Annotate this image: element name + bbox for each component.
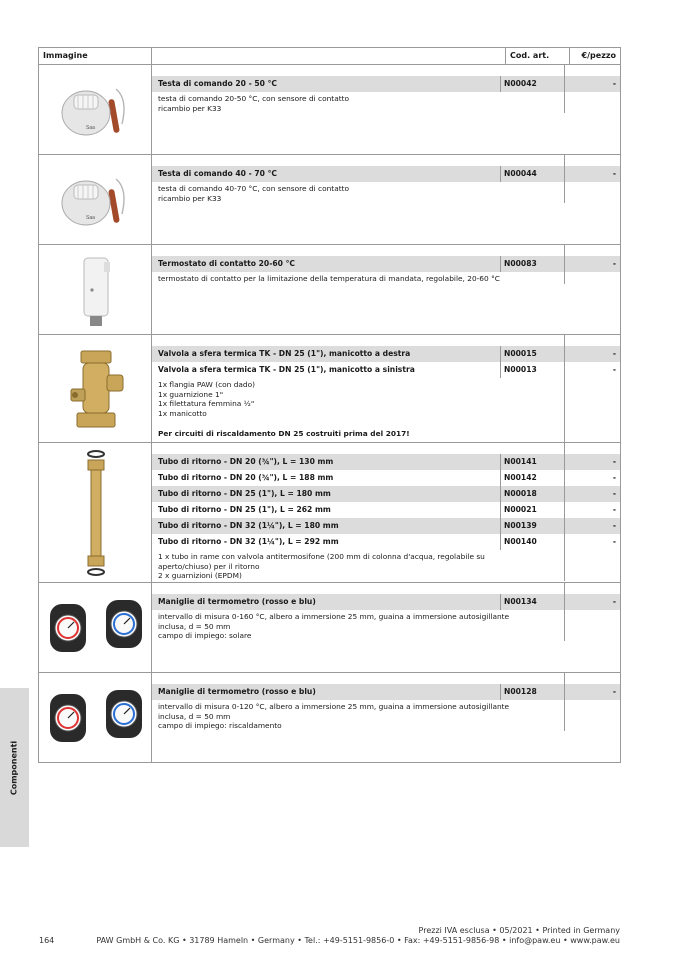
product-description <box>152 700 564 731</box>
product-price: - <box>564 684 620 700</box>
product-price: - <box>564 470 620 486</box>
product-title-row <box>152 362 620 378</box>
product-title-row <box>152 346 620 362</box>
description-line: inclusa, d = 50 mm <box>158 621 231 631</box>
product-content-cell <box>152 673 621 763</box>
product-title: Maniglie di termometro (rosso e blu) <box>158 597 316 607</box>
product-image-cell <box>39 65 152 155</box>
thermometer-handles-icon <box>39 673 152 762</box>
description-line: 1x flangia PAW (con dado) <box>158 380 256 389</box>
product-title: Tubo di ritorno - DN 32 (1¼"), L = 292 mm <box>158 537 339 547</box>
product-code: N00134 <box>500 594 564 610</box>
product-content-cell <box>152 583 621 673</box>
table-row <box>39 443 621 583</box>
thermometer-handles-icon <box>39 583 152 672</box>
return-pipe-icon <box>39 443 152 582</box>
description-line: 2 x guarnizioni (EPDM) <box>158 571 242 581</box>
product-code: N00142 <box>500 470 564 486</box>
description-line: termostato di contatto per la limitazione della temperatura di mandata, regolabile, 20-60 °C <box>158 274 500 283</box>
description-line: testa di comando 40-70 °C, con sensore di contatto <box>158 184 350 193</box>
product-price: - <box>564 518 620 534</box>
product-image-cell <box>39 443 152 583</box>
table-row <box>39 583 621 673</box>
svg-text:Saa: Saa <box>85 124 95 131</box>
product-price: - <box>564 594 620 610</box>
product-price: - <box>564 486 620 502</box>
product-description <box>152 272 564 284</box>
description-line: 1x guarnizione 1" <box>158 389 224 399</box>
product-title-row <box>152 470 620 486</box>
product-price: - <box>564 362 620 378</box>
description-line: 1x manicotto <box>158 408 207 418</box>
table-row <box>39 673 621 763</box>
description-line: intervallo di misura 0-160 °C, albero a immersione 25 mm, guaina a immersione autosigillante <box>158 612 510 622</box>
product-price: - <box>564 76 620 92</box>
description-line: campo di impiego: solare <box>158 631 252 641</box>
product-title-row <box>152 166 620 182</box>
product-title: Termostato di contatto 20-60 °C <box>158 259 295 269</box>
product-content-cell <box>152 65 621 155</box>
description-line: ricambio per K33 <box>158 193 222 203</box>
product-title: Valvola a sfera termica TK - DN 25 (1"), manicotto a sinistra <box>158 365 415 375</box>
product-description <box>152 92 564 113</box>
contact-thermostat-icon <box>39 245 152 334</box>
table-row <box>39 335 621 443</box>
description-line: 1 x tubo in rame con valvola antitermosifone (200 mm di colonna d'acqua, regolabile su <box>158 552 485 562</box>
product-title-row <box>152 534 620 550</box>
product-price: - <box>564 256 620 272</box>
description-line: testa di comando 20-50 °C, con sensore di contatto <box>158 94 350 103</box>
product-image-cell <box>39 245 152 335</box>
product-price: - <box>564 534 620 550</box>
product-code: N00018 <box>500 486 564 502</box>
product-code: N00015 <box>500 346 564 362</box>
product-description <box>152 182 564 203</box>
product-image-cell <box>39 335 152 443</box>
side-tab <box>0 688 29 847</box>
product-code: N00139 <box>500 518 564 534</box>
product-code: N00140 <box>500 534 564 550</box>
product-title: Testa di comando 40 - 70 °C <box>158 169 277 179</box>
product-title-row <box>152 518 620 534</box>
header-price: €/pezzo <box>570 48 621 65</box>
product-title: Tubo di ritorno - DN 25 (1"), L = 262 mm <box>158 505 331 515</box>
ball-valve-icon <box>39 335 152 442</box>
product-code: N00083 <box>500 256 564 272</box>
product-code: N00044 <box>500 166 564 182</box>
price-table <box>38 47 621 763</box>
product-code: N00042 <box>500 76 564 92</box>
side-tab-label: Componenti <box>9 740 19 796</box>
product-image-cell <box>39 155 152 245</box>
product-image-cell <box>39 673 152 763</box>
product-content-cell <box>152 443 621 583</box>
product-description <box>152 378 564 419</box>
product-price: - <box>564 502 620 518</box>
description-line: inclusa, d = 50 mm <box>158 711 231 721</box>
product-title-row <box>152 256 620 272</box>
product-price: - <box>564 454 620 470</box>
product-content-cell <box>152 245 621 335</box>
description-line: 1x filettatura femmina ½" <box>158 399 255 409</box>
svg-text:Saa: Saa <box>85 214 95 221</box>
page-number: 164 <box>39 936 55 945</box>
product-title-row <box>152 502 620 518</box>
product-title: Tubo di ritorno - DN 32 (1¼"), L = 180 mm <box>158 521 339 531</box>
header-image: Immagine <box>39 48 152 65</box>
product-note: Per circuiti di riscaldamento DN 25 costruiti prima del 2017! <box>158 428 410 438</box>
product-title-row <box>152 486 620 502</box>
product-code: N00013 <box>500 362 564 378</box>
product-title: Tubo di ritorno - DN 25 (1"), L = 180 mm <box>158 489 331 499</box>
control-head-icon <box>39 155 152 244</box>
description-line: ricambio per K33 <box>158 103 222 113</box>
product-title-row <box>152 594 620 610</box>
product-title: Tubo di ritorno - DN 20 (¾"), L = 130 mm <box>158 457 334 467</box>
description-line: campo di impiego: riscaldamento <box>158 721 282 731</box>
product-content-cell <box>152 155 621 245</box>
product-image-cell <box>39 583 152 673</box>
table-row <box>39 65 621 155</box>
footer-line-1: Prezzi IVA esclusa • 05/2021 • Printed in Germany <box>418 926 620 935</box>
product-code: N00128 <box>500 684 564 700</box>
product-title: Maniglie di termometro (rosso e blu) <box>158 687 316 697</box>
header-code: Cod. art. <box>506 48 570 65</box>
table-header-row <box>39 48 621 65</box>
description-line: intervallo di misura 0-120 °C, albero a immersione 25 mm, guaina a immersione autosigillante <box>158 702 510 712</box>
description-line: aperto/chiuso) per il ritorno <box>158 561 260 571</box>
product-title-row <box>152 684 620 700</box>
product-description <box>152 610 564 641</box>
product-code: N00141 <box>500 454 564 470</box>
product-title-row <box>152 454 620 470</box>
product-price: - <box>564 346 620 362</box>
product-content-cell <box>152 335 621 443</box>
product-title: Testa di comando 20 - 50 °C <box>158 79 277 89</box>
table-row <box>39 155 621 245</box>
product-title-row <box>152 76 620 92</box>
control-head-icon <box>39 65 152 154</box>
product-code: N00021 <box>500 502 564 518</box>
header-blank <box>152 48 506 65</box>
product-title: Valvola a sfera termica TK - DN 25 (1"), manicotto a destra <box>158 349 411 359</box>
product-title: Tubo di ritorno - DN 20 (¾"), L = 188 mm <box>158 473 334 483</box>
table-row <box>39 245 621 335</box>
product-description <box>152 550 564 581</box>
product-price: - <box>564 166 620 182</box>
footer-line-2: PAW GmbH & Co. KG • 31789 Hameln • Germany • Tel.: +49-5151-9856-0 • Fax: +49-5151-9856-98 • info@paw.eu • www.paw.eu <box>96 936 620 945</box>
